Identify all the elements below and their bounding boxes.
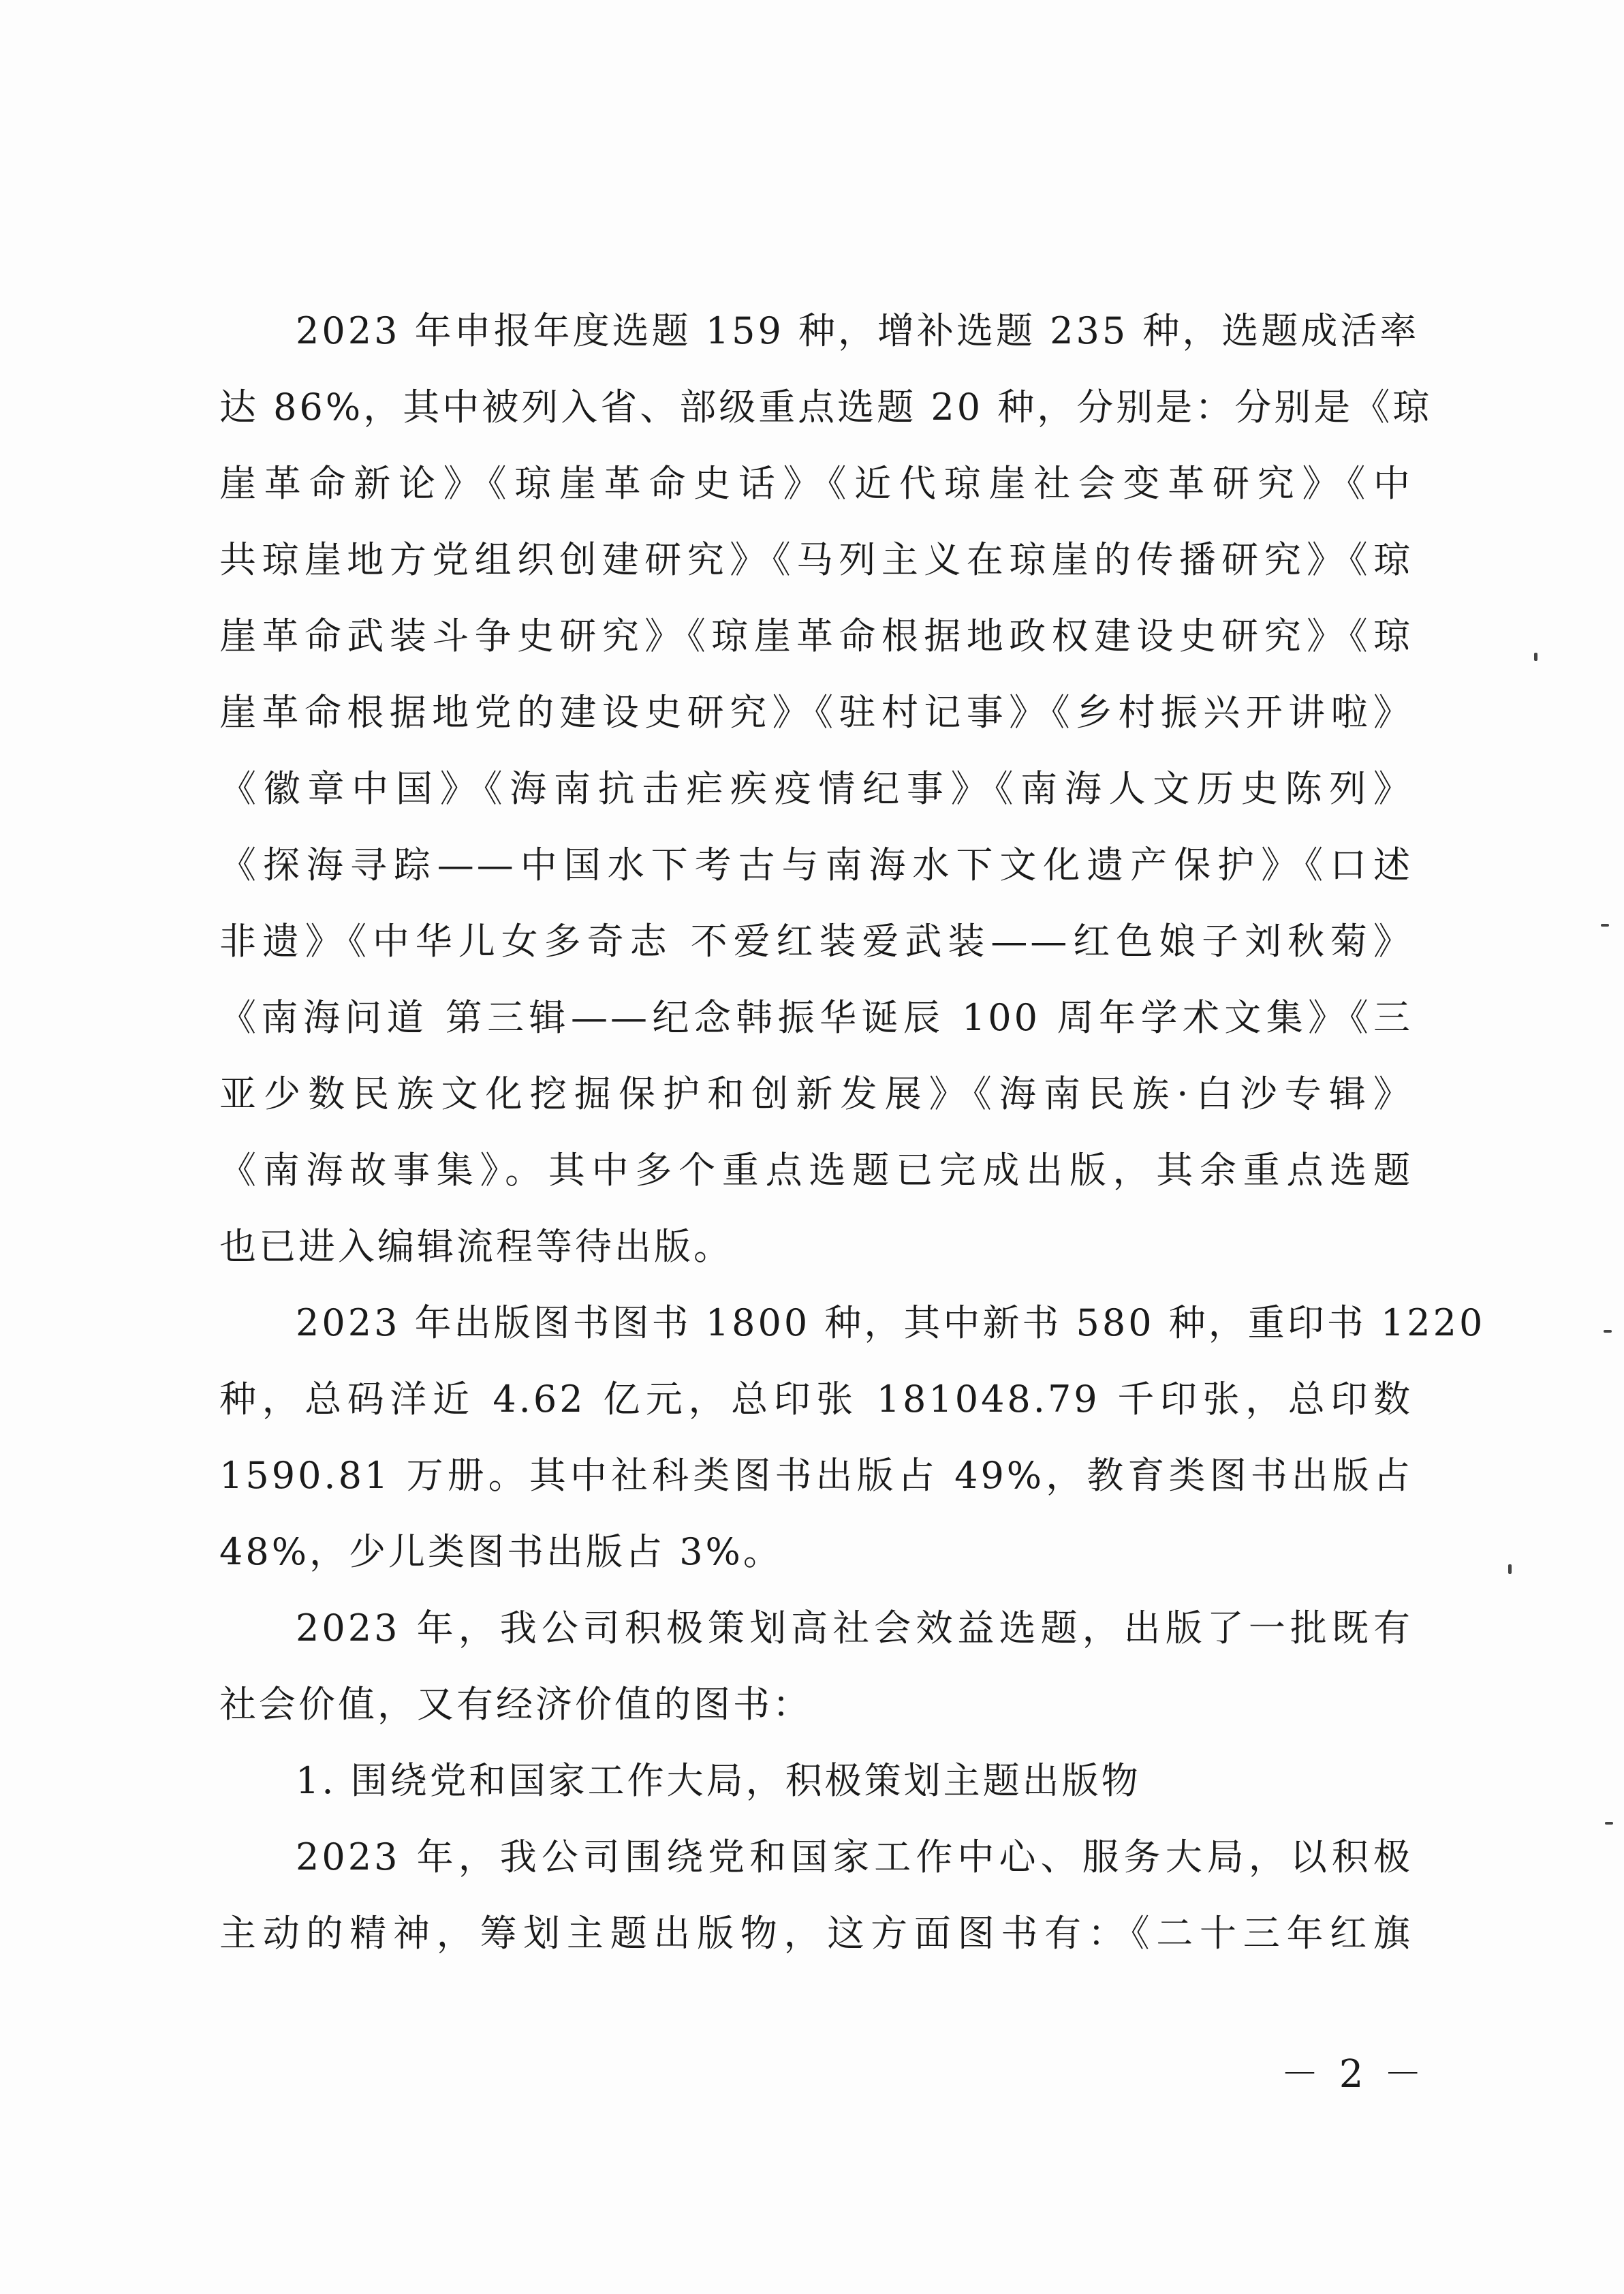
paragraph-line: 1590.81 万册。其中社科类图书出版占 49%，教育类图书出版占 bbox=[219, 1454, 1413, 1497]
document-body bbox=[219, 293, 1486, 1972]
paragraph-line: 《南海故事集》。其中多个重点选题已完成出版，其余重点选题 bbox=[219, 1149, 1413, 1192]
section-heading: 1. 围绕党和国家工作大局，积极策划主题出版物 bbox=[296, 1759, 1141, 1802]
scan-speck bbox=[1508, 1564, 1512, 1574]
paragraph-line: 达 86%，其中被列入省、部级重点选题 20 种，分别是：分别是《琼 bbox=[219, 386, 1433, 429]
paragraph-line: 《徽章中国》《海南抗击疟疾疫情纪事》《南海人文历史陈列》 bbox=[219, 767, 1413, 810]
paragraph-line: 2023 年申报年度选题 159 种，增补选题 235 种，选题成活率 bbox=[296, 309, 1420, 352]
paragraph-line: 2023 年出版图书图书 1800 种，其中新书 580 种，重印书 1220 bbox=[296, 1301, 1486, 1344]
paragraph-line: 非遗》《中华儿女多奇志 不爱红装爱武装——红色娘子刘秋菊》 bbox=[219, 920, 1413, 963]
paragraph-line: 2023 年，我公司围绕党和国家工作中心、服务大局，以积极 bbox=[296, 1835, 1413, 1878]
paragraph-line: 崖革命新论》《琼崖革命史话》《近代琼崖社会变革研究》《中 bbox=[219, 462, 1413, 505]
paragraph-line: 种，总码洋近 4.62 亿元，总印张 181048.79 千印张，总印数 bbox=[219, 1378, 1413, 1421]
paragraph-line: 亚少数民族文化挖掘保护和创新发展》《海南民族·白沙专辑》 bbox=[219, 1072, 1413, 1115]
scan-speck bbox=[1601, 924, 1609, 927]
paragraph-line: 也已进入编辑流程等待出版。 bbox=[219, 1225, 733, 1268]
paragraph-line: 2023 年，我公司积极策划高社会效益选题，出版了一批既有 bbox=[296, 1607, 1413, 1649]
paragraph-line: 崖革命根据地党的建设史研究》《驻村记事》《乡村振兴开讲啦》 bbox=[219, 691, 1413, 734]
paragraph-line: 《探海寻踪——中国水下考古与南海水下文化遗产保护》《口述 bbox=[219, 843, 1413, 886]
scan-speck bbox=[1605, 1822, 1613, 1825]
paragraph-line: 崖革命武装斗争史研究》《琼崖革命根据地政权建设史研究》《琼 bbox=[219, 615, 1413, 657]
scan-speck bbox=[1534, 653, 1537, 661]
paragraph-line: 社会价值，又有经济价值的图书： bbox=[219, 1683, 812, 1726]
paragraph-line: 主动的精神，筹划主题出版物，这方面图书有：《二十三年红旗 bbox=[219, 1912, 1413, 1955]
paragraph-line: 48%，少儿类图书出版占 3%。 bbox=[219, 1530, 783, 1573]
paragraph-line: 《南海问道 第三辑——纪念韩振华诞辰 100 周年学术文集》《三 bbox=[219, 996, 1413, 1039]
scan-speck bbox=[1604, 1330, 1612, 1333]
paragraph-line: 共琼崖地方党组织创建研究》《马列主义在琼崖的传播研究》《琼 bbox=[219, 538, 1413, 581]
page-number: － 2 － bbox=[1281, 2052, 1426, 2096]
